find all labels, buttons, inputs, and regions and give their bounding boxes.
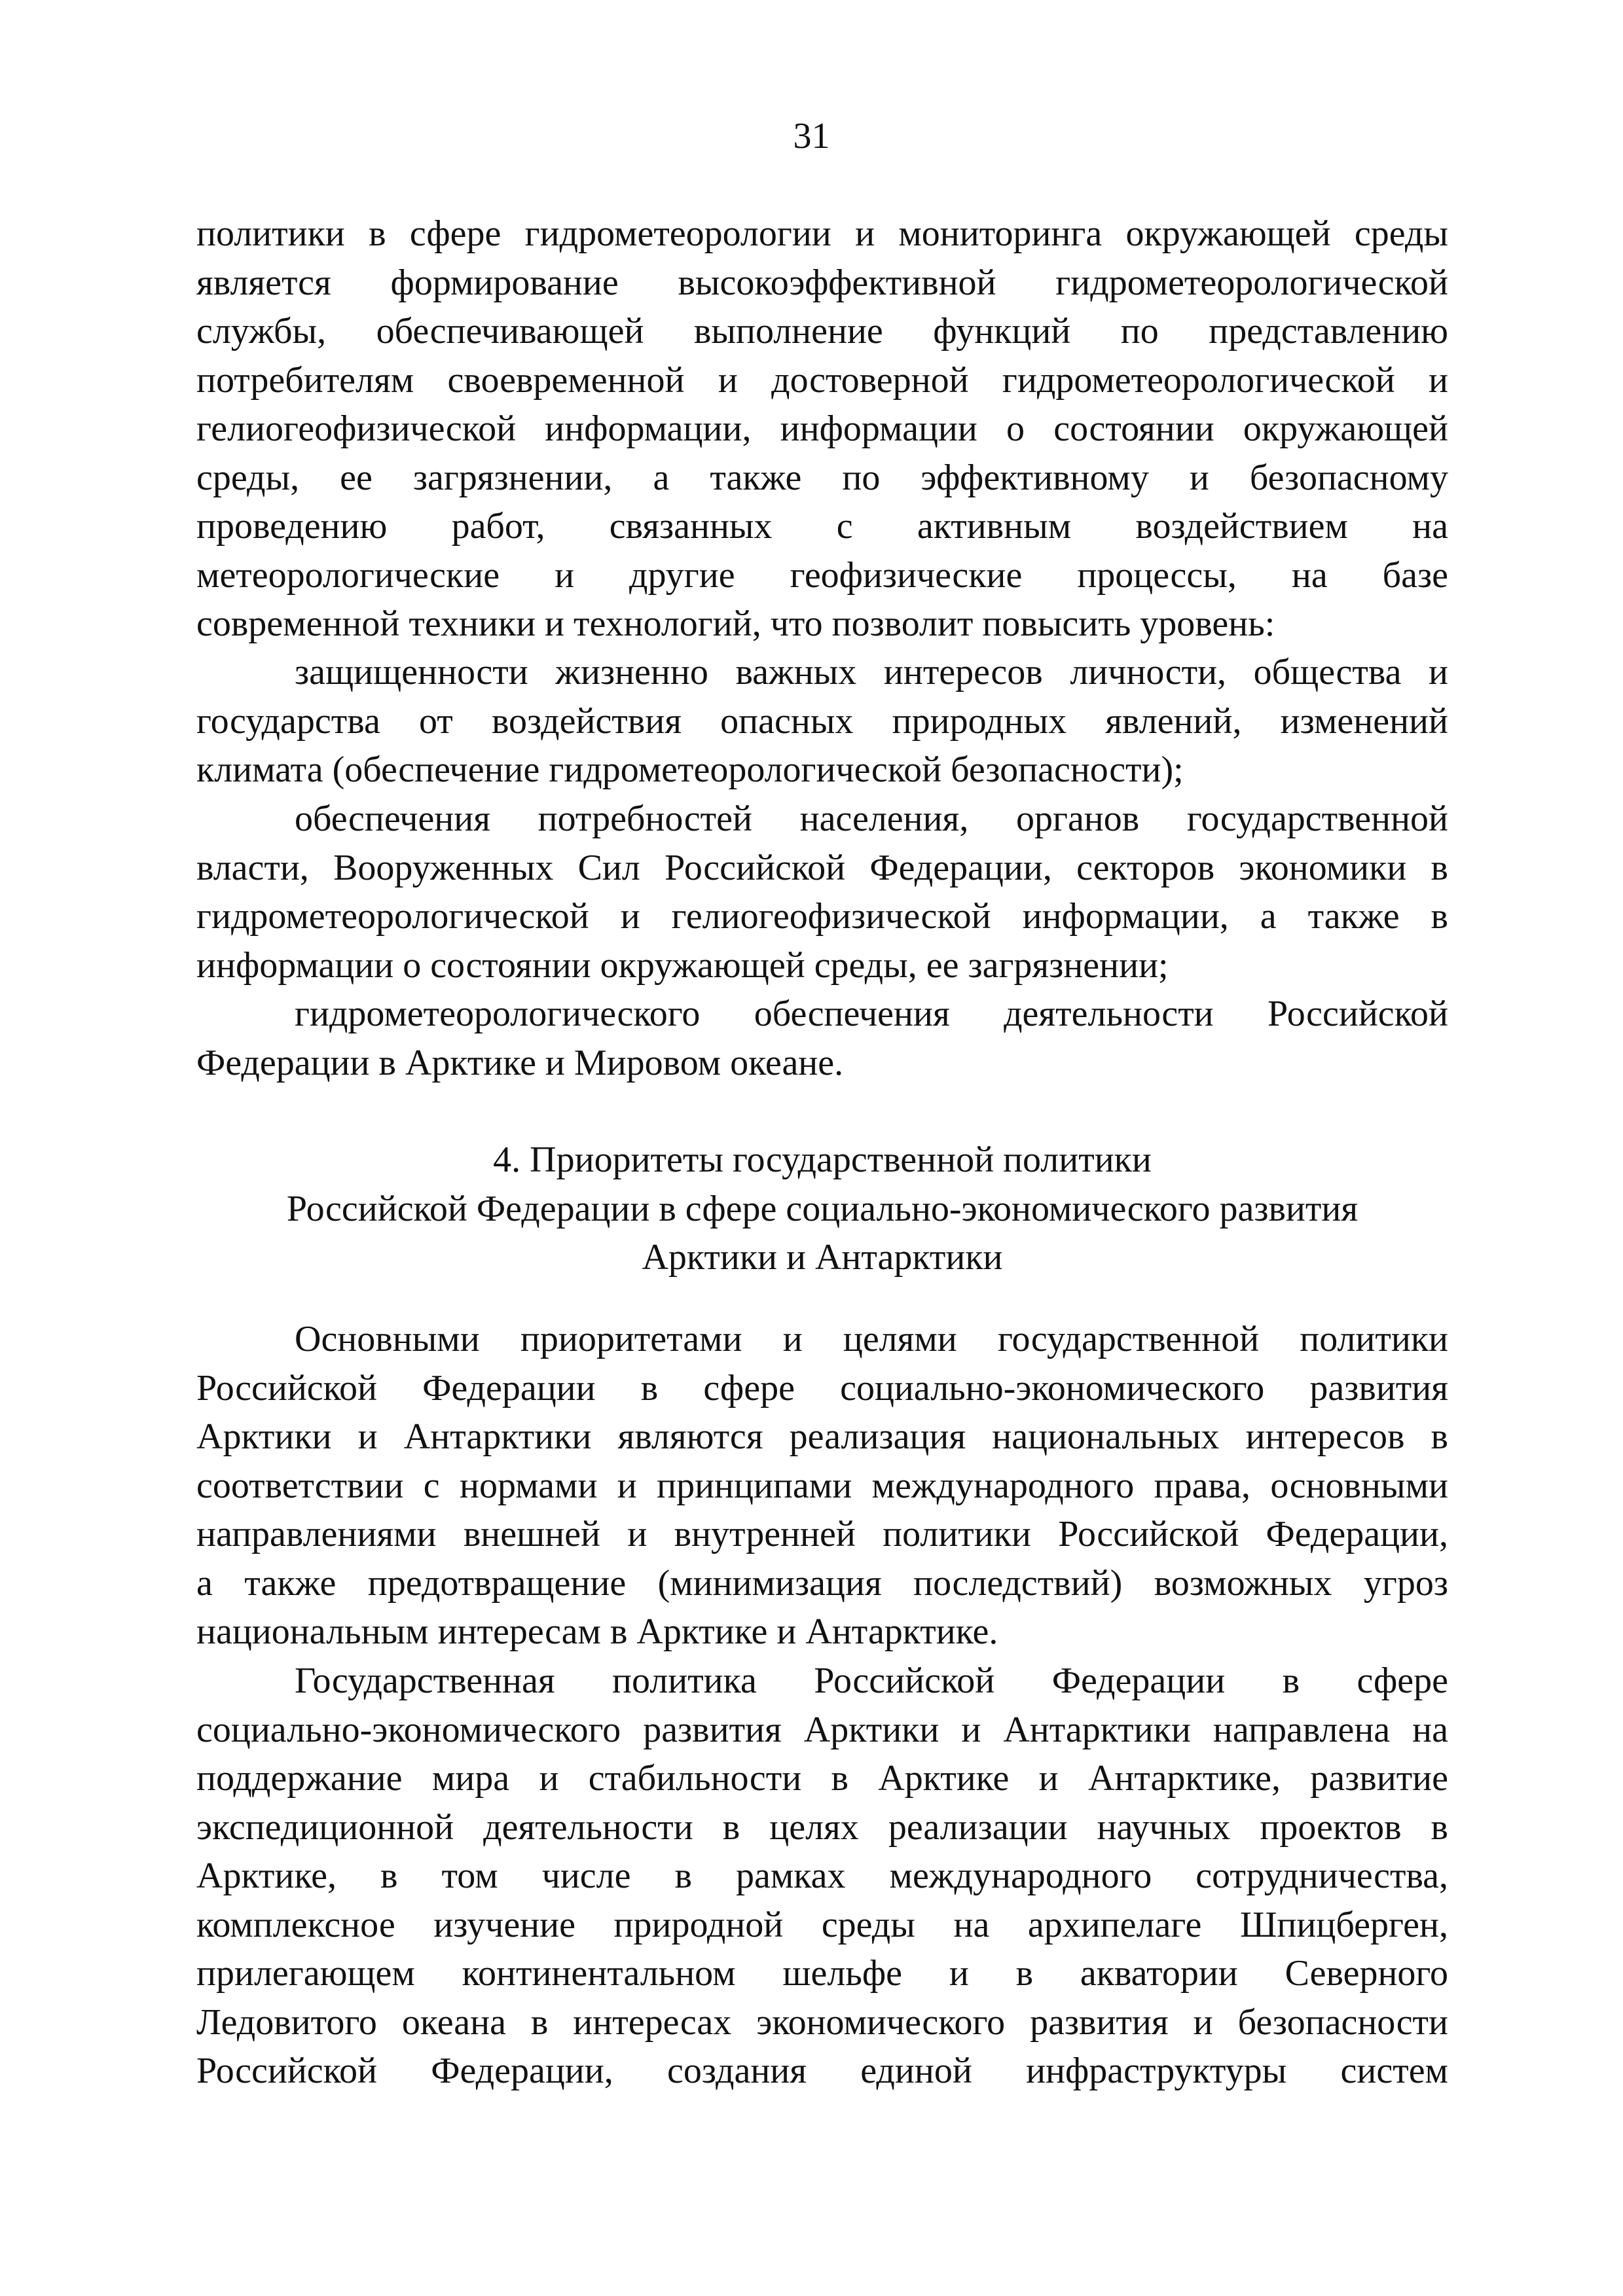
paragraph-4: [196, 990, 1448, 1087]
text-line: а также предотвращение (минимизация последствий) возможных угроз: [196, 1562, 1448, 1604]
text-line: политики в сфере гидрометеорологии и мониторинга окружающей среды: [196, 213, 1448, 254]
text-line: Основными приоритетами и целями государственной политики: [295, 1319, 1448, 1359]
paragraph-1: [196, 209, 1448, 649]
text-line: комплексное изучение природной среды на архипелаге Шпицберген,: [196, 1904, 1448, 1945]
text-line: метеорологические и другие геофизические процессы, на базе: [196, 554, 1448, 596]
text-line: национальным интересам в Арктике и Антарктике.: [196, 1611, 998, 1652]
paragraph-3: [196, 795, 1448, 990]
section-heading: [196, 1136, 1448, 1282]
text-line: экспедиционной деятельности в целях реализации научных проектов в: [196, 1806, 1448, 1848]
text-line: Федерации в Арктике и Мировом океане.: [196, 1042, 844, 1083]
text-line: Российской Федерации в сфере социально-экономического развития: [196, 1367, 1448, 1408]
text-line: Российской Федерации, создания единой инфраструктуры систем: [196, 2051, 1448, 2091]
paragraph-2: [196, 648, 1448, 795]
paragraph-5: [196, 1315, 1448, 1657]
text-line: Арктике, в том числе в рамках международного сотрудничества,: [196, 1856, 1448, 1896]
heading-line: Арктики и Антарктики: [642, 1237, 1003, 1278]
text-line: Арктики и Антарктики являются реализация национальных интересов в: [196, 1416, 1448, 1457]
text-line: гидрометеорологической и гелиогеофизической информации, а также в: [196, 896, 1448, 937]
text-line: среды, ее загрязнении, а также по эффективному и безопасному: [196, 457, 1448, 498]
text-line: Ледовитого океана в интересах экономического развития и безопасности: [196, 2001, 1448, 2043]
text-line: гелиогеофизической информации, информации о состоянии окружающей: [196, 408, 1448, 449]
heading-line: Российской Федерации в сфере социально-экономического развития: [286, 1188, 1359, 1229]
text-line: современной техники и технологий, что позволит повысить уровень:: [196, 603, 1275, 644]
text-line: защищенности жизненно важных интересов личности, общества и: [295, 652, 1448, 692]
text-line: государства от воздействия опасных природных явлений, изменений: [196, 700, 1448, 742]
text-line: прилегающем континентальном шельфе и в акватории Северного: [196, 1953, 1448, 1994]
text-line: климата (обеспечение гидрометеорологической безопасности);: [196, 749, 1184, 790]
page-number: 31: [793, 116, 830, 156]
text-line: Государственная политика Российской Федерации в сфере: [295, 1660, 1448, 1701]
paragraph-6: [196, 1657, 1448, 2096]
text-line: гидрометеорологического обеспечения деятельности Российской: [295, 994, 1448, 1034]
text-line: является формирование высокоэффективной гидрометеорологической: [196, 262, 1448, 303]
text-line: обеспечения потребностей населения, органов государственной: [295, 798, 1448, 839]
text-line: власти, Вооруженных Сил Российской Федерации, секторов экономики в: [196, 847, 1448, 888]
text-line: направлениями внешней и внутренней политики Российской Федерации,: [196, 1514, 1448, 1554]
text-line: службы, обеспечивающей выполнение функций по представлению: [196, 311, 1448, 351]
text-line: поддержание мира и стабильности в Арктике и Антарктике, развитие: [196, 1758, 1448, 1799]
heading-line: 4. Приоритеты государственной политики: [493, 1139, 1152, 1180]
text-line: информации о состоянии окружающей среды, ее загрязнении;: [196, 944, 1169, 986]
text-line: потребителям своевременной и достоверной гидрометеорологической и: [196, 359, 1448, 401]
text-line: соответствии с нормами и принципами международного права, основными: [196, 1465, 1448, 1506]
text-line: социально-экономического развития Арктики и Антарктики направлена на: [196, 1709, 1448, 1750]
text-line: проведению работ, связанных с активным воздействием на: [196, 506, 1448, 547]
